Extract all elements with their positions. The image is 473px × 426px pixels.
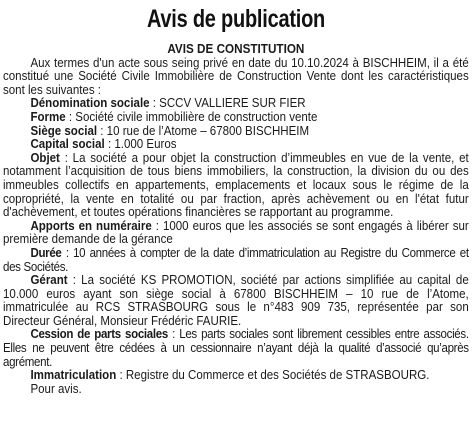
- duree-paragraph: [3, 247, 469, 274]
- forme-row: [3, 111, 469, 125]
- forme-label: Forme: [30, 109, 66, 124]
- cession-paragraph: [3, 328, 469, 369]
- cession-value: : Les parts sociales sont librement cessibles entre associés. Elles ne peuvent être cédées à un cessionnaire n’ayant déjà la qualité d’associé qu’après agrément.: [3, 327, 469, 369]
- capital-row: [3, 138, 469, 152]
- denomination-row: [3, 97, 469, 111]
- siege-value: : 10 rue de l’Atome – 67800 BISCHHEIM: [97, 123, 310, 138]
- objet-value: : La société a pour objet la construction d’immeubles en vue de la vente, et notamment l’acquisition de tous biens immobiliers, la construction, la division du ou des immeubles collectifs en appartements, emplacements et locaux sous le régime de la copropriété, la vente en totalité ou par fraction, après achèvement ou en l'état futur d'achèvement, et toutes opérations financières se rapportant au programme.: [3, 150, 469, 220]
- notice-intro: Aux termes d'un acte sous seing privé en date du 10.10.2024 à BISCHHEIM, il a été constitué une Société Civile Immobilière de Construction Vente dont les caractéristiques sont les suivantes :: [3, 55, 469, 97]
- duree-value: : 10 années à compter de la date d’immatriculation au Registre du Commerce et des Sociétés.: [3, 245, 469, 274]
- immatriculation-paragraph: [3, 369, 469, 383]
- objet-paragraph: [3, 152, 469, 220]
- closing-line: Pour avis.: [30, 381, 82, 396]
- denomination-label: Dénomination sociale: [30, 96, 150, 111]
- notice-body: [3, 42, 469, 396]
- cession-label: Cession de parts sociales: [30, 327, 168, 342]
- duree-label: Durée: [30, 245, 62, 260]
- apports-value: : 1000 euros que les associés se sont engagés à libérer sur première demande de la gérance: [3, 218, 469, 247]
- gerant-paragraph: [3, 274, 469, 328]
- capital-label: Capital social: [30, 137, 105, 152]
- gerant-label: Gérant: [30, 273, 68, 288]
- immatriculation-value: : Registre du Commerce et des Sociétés de STRASBOURG.: [116, 368, 430, 383]
- gerant-value: : La société KS PROMOTION, société par actions simplifiée au capital de 10.000 euros ayant son siège social à 67800 BISCHHEIM – 10 rue de l’Atome, immatriculée au RCS STRASBOURG sous le n°483 909 735, représentée par son Directeur Général, Monsieur Frédéric FAURIE.: [3, 273, 469, 328]
- apports-paragraph: [3, 220, 469, 247]
- page-title: Avis de publication: [146, 5, 326, 33]
- forme-value: : Société civile immobilière de construction vente: [65, 109, 318, 124]
- capital-value: : 1.000 Euros: [104, 137, 177, 152]
- siege-label: Siège social: [30, 123, 98, 138]
- immatriculation-label: Immatriculation: [30, 368, 117, 383]
- objet-label: Objet: [30, 150, 60, 165]
- notice-title: AVIS DE CONSTITUTION: [167, 41, 305, 56]
- denomination-value: : SCCV VALLIERE SUR FIER: [149, 96, 306, 111]
- siege-row: [3, 125, 469, 139]
- apports-label: Apports en numéraire: [30, 218, 152, 233]
